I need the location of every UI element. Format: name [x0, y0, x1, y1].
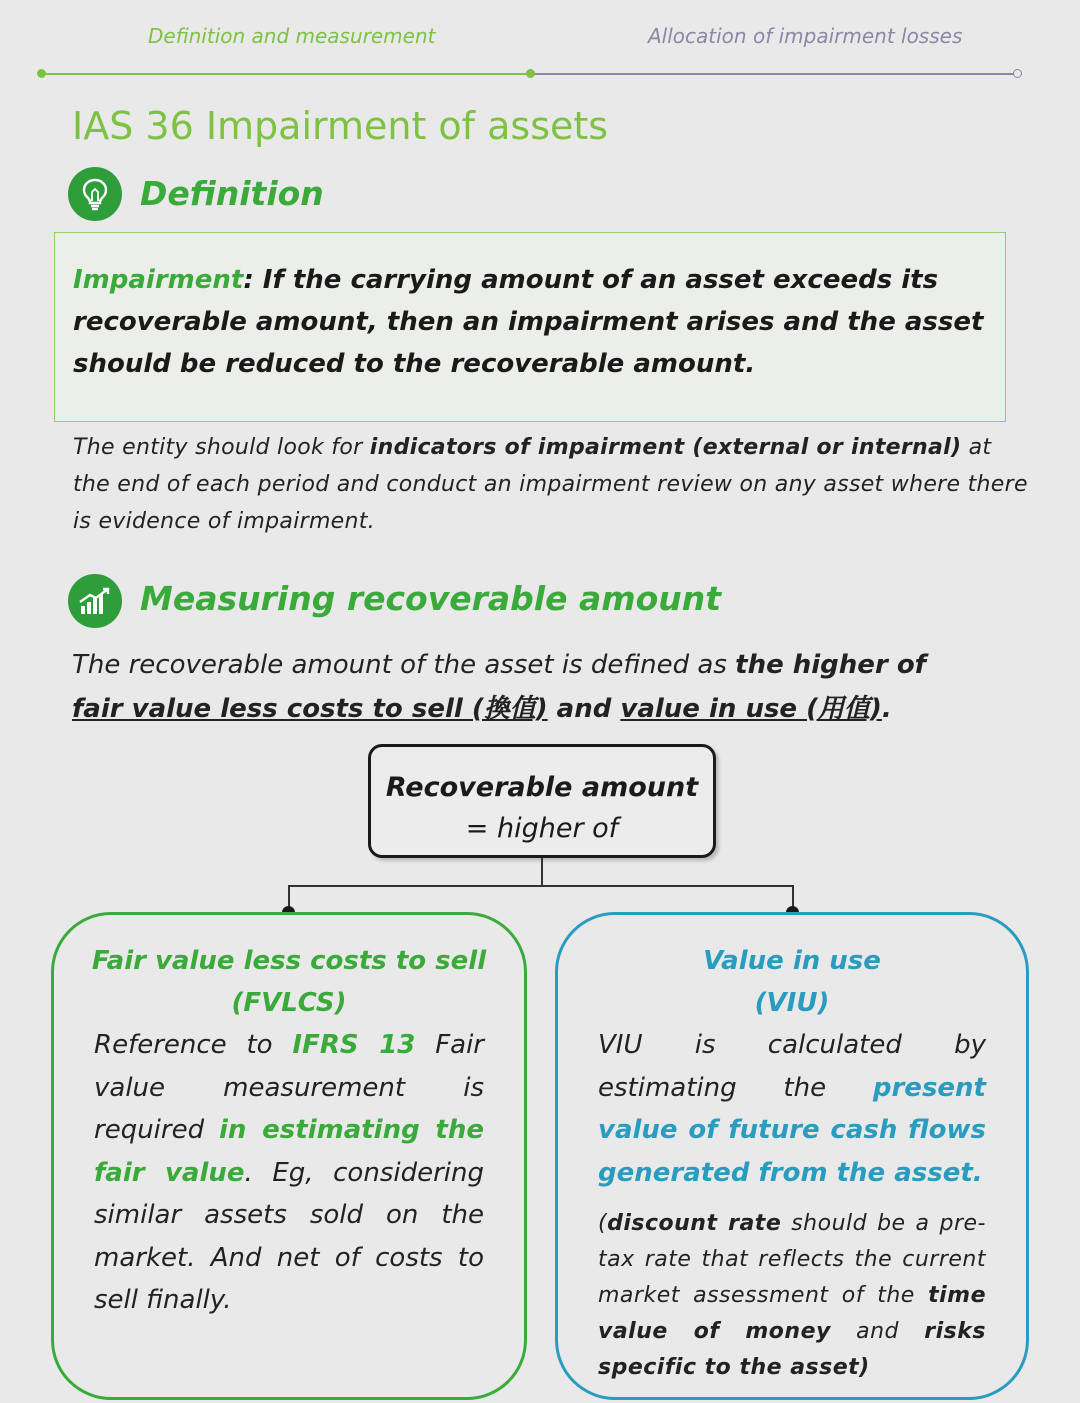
recoverable-amount-label: Recoverable amount	[385, 772, 699, 803]
connector-stem	[541, 858, 543, 886]
definition-box	[54, 232, 1006, 422]
fvlcs-box	[51, 912, 527, 1400]
impairment-indicators-note: The entity should look for indicators of impairment (external or internal) at the end of each period and conduct an impairment review on any asset where there is evidence of impairment.	[73, 435, 1028, 534]
viu-abbrev: (VIU)	[754, 988, 830, 1018]
lightbulb-icon	[68, 167, 122, 221]
progress-line-complete	[42, 73, 530, 75]
fvlcs-title: Fair value less costs to sell	[91, 946, 487, 976]
higher-of-label: = higher of	[465, 813, 619, 844]
fvlcs-description: Reference to IFRS 13 Fair value measurement is required in estimating the fair value. Eg, considering similar assets sold on the market. And net of costs to sell finally.	[94, 1030, 484, 1315]
measuring-heading: Measuring recoverable amount	[140, 579, 722, 618]
progress-step-1[interactable]	[37, 69, 46, 78]
growth-chart-icon	[68, 574, 122, 628]
definition-heading: Definition	[140, 174, 324, 213]
progress-line-remaining	[530, 73, 1014, 75]
recoverable-amount-box	[368, 744, 716, 858]
page-title: IAS 36 Impairment of assets	[72, 104, 609, 148]
progress-step-2[interactable]	[526, 69, 535, 78]
tab-definition-and-measurement[interactable]: Definition and measurement	[148, 24, 436, 48]
viu-discount-rate-note: (discount rate should be a pre-tax rate that reflects the current market assessment of the time value of money and risks specific to the asset)	[598, 1211, 986, 1380]
progress-step-3[interactable]	[1013, 69, 1022, 78]
viu-title: Value in use	[703, 946, 881, 976]
tab-allocation-of-impairment-losses[interactable]: Allocation of impairment losses	[648, 24, 963, 48]
connector-bar	[288, 885, 794, 887]
recoverable-amount-definition: The recoverable amount of the asset is defined as the higher of fair value less costs to sell (換值) and value in use (用值).	[72, 650, 926, 724]
viu-box	[555, 912, 1029, 1400]
viu-description: VIU is calculated by estimating the present value of future cash flows generated from the asset.	[598, 1030, 986, 1188]
fvlcs-abbrev: (FVLCS)	[231, 988, 347, 1018]
impairment-definition: Impairment: If the carrying amount of an asset exceeds its recoverable amount, then an impairment arises and the asset should be reduced to the recoverable amount.	[73, 265, 984, 379]
